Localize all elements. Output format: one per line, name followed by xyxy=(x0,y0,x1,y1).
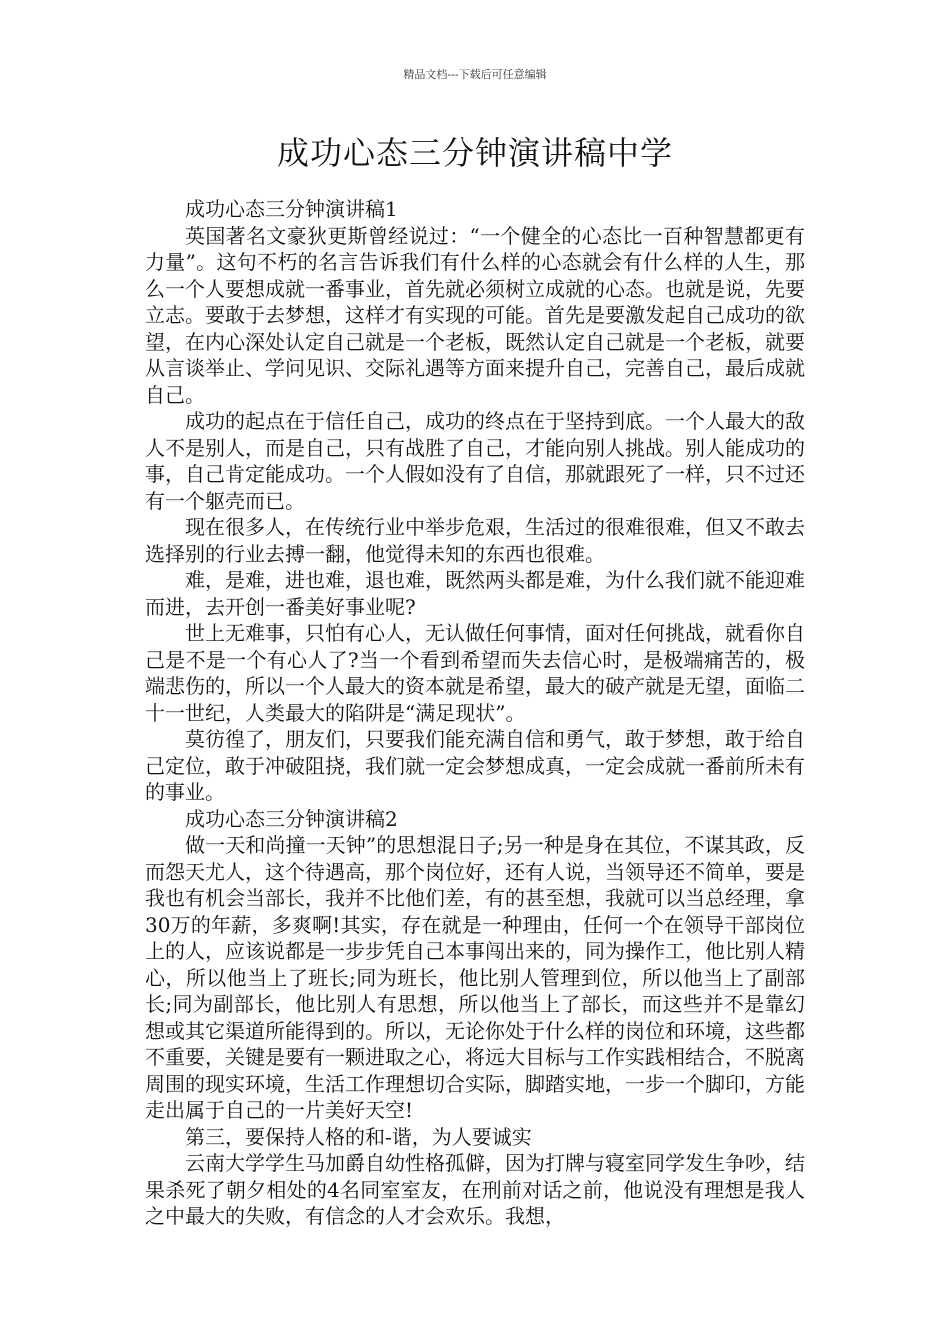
paragraph: 成功的起点在于信任自己，成功的终点在于坚持到底。一个人最大的敌人不是别人，而是自己，只有战胜了自己，才能向别人挑战。别人能成功的事，自己肯定能成功。一个人假如没有了自信，那就跟死了一样，只不过还有一个躯壳而已。 xyxy=(145,409,805,513)
paragraph: 莫彷徨了，朋友们，只要我们能充满自信和勇气，敢于梦想，敢于给自己定位，敢于冲破阻挠，我们就一定会梦想成真，一定会成就一番前所未有的事业。 xyxy=(145,727,805,804)
section-heading-2: 成功心态三分钟演讲稿2 xyxy=(185,806,398,831)
section-heading-1: 成功心态三分钟演讲稿1 xyxy=(185,197,398,221)
paragraph: 英国著名文豪狄更斯曾经说过：“一个健全的心态比一百种智慧都更有力量”。这句不朽的名言告诉我们有什么样的心态就会有什么样的人生，那么一个人要想成就一番事业，首先就必须树立成就的心态。也就是说，先要立志。要敢于去梦想，这样才有实现的可能。首先是要激发起自己成功的欲望，在内心深处认定自己就是一个老板，既然认定自己就是一个老板，就要从言谈举止、学问见识、交际礼遇等方面来提升自己，完善自己，最后成就自己。 xyxy=(145,223,805,407)
paragraph: 世上无难事，只怕有心人，无认做任何事情，面对任何挑战，就看你自己是不是一个有心人了?当一个看到希望而失去信心时，是极端痛苦的，极端悲伤的，所以一个人最大的资本就是希望，最大的破产就是无望，面临二十一世纪，人类最大的陷阱是“满足现状”。 xyxy=(145,621,805,725)
header-note: 精品文档---下载后可任意编辑 xyxy=(403,68,547,81)
document-title: 成功心态三分钟演讲稿中学 xyxy=(276,134,673,172)
section-heading-3: 第三，要保持人格的和-谐，为人要诚实 xyxy=(185,1124,532,1149)
paragraph: 云南大学学生马加爵自幼性格孤僻，因为打牌与寝室同学发生争吵，结果杀死了朝夕相处的4名同室室友，在刑前对话之前，他说没有理想是我人之中最大的失败，有信念的人才会欢乐。我想， xyxy=(145,1151,805,1228)
paragraph: 做一天和尚撞一天钟”的思想混日子;另一种是身在其位，不谋其政，反而怨天尤人，这个待遇高，那个岗位好，还有人说，当领导还不简单，要是我也有机会当部长，我并不比他们差，有的甚至想，我就可以当总经理，拿30万的年薪，多爽啊!其实，存在就是一种理由，任何一个在领导干部岗位上的人，应该说都是一步步凭自己本事闯出来的，同为操作工，他比别人精心，所以他当上了班长;同为班长，他比别人管理到位，所以他当上了副部长;同为副部长，他比别人有思想，所以他当上了部长，而这些并不是靠幻想或其它渠道所能得到的。所以，无论你处于什么样的岗位和环境，这些都不重要，关键是要有一颗进取之心，将远大目标与工作实践相结合，不脱离周围的现实环境，生活工作理想切合实际，脚踏实地，一步一个脚印，方能走出属于自己的一片美好天空! xyxy=(145,833,805,1122)
paragraph: 现在很多人，在传统行业中举步危艰，生活过的很难很难，但又不敢去选择别的行业去搏一翻，他觉得未知的东西也很难。 xyxy=(145,515,805,566)
document-body xyxy=(145,196,805,1230)
paragraph: 难，是难，进也难，退也难，既然两头都是难，为什么我们就不能迎难而进，去开创一番美好事业呢? xyxy=(145,568,805,619)
